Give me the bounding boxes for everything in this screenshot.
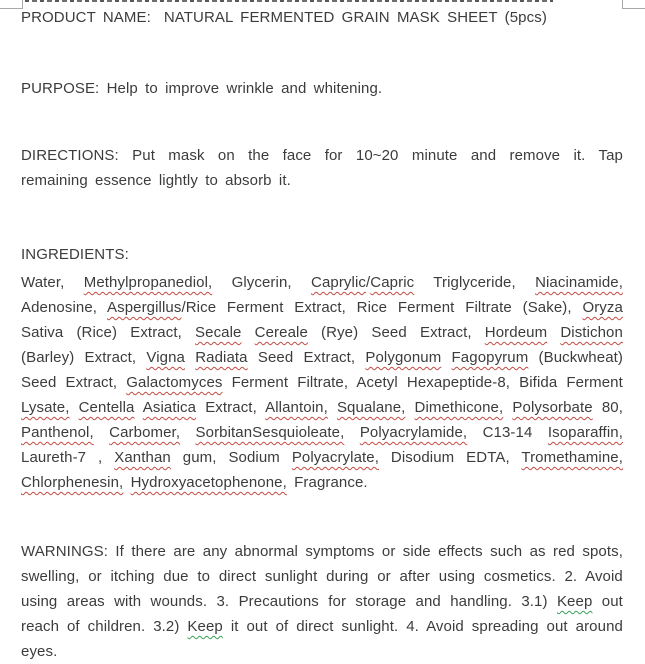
misspelled-word: Niacinamide, [535, 274, 623, 291]
word: red [552, 543, 575, 560]
misspelled-word: Panthenol, [21, 424, 94, 441]
word: EDTA, [466, 449, 510, 466]
word: or [377, 568, 391, 585]
word: (Rye) [321, 324, 359, 341]
word: swelling, [21, 568, 80, 585]
misspelled-word: Galactomyces [126, 374, 223, 391]
directions-paragraph [21, 143, 623, 193]
word: Ferment [566, 374, 623, 391]
misspelled-word: Squalane, [336, 399, 406, 416]
warnings-label: WARNINGS: [21, 543, 109, 560]
word: spreading [471, 618, 539, 635]
word: (Buckwheat) [538, 349, 623, 366]
word: direct [218, 568, 257, 585]
word: gum, [182, 449, 217, 466]
misspelled-word: Allantoin, [265, 399, 328, 416]
word: as [529, 543, 546, 560]
word: Adenosine, [21, 299, 98, 316]
word: Extract, [205, 399, 257, 416]
misspelled-word: Capric [370, 274, 415, 291]
word: 3.2) [153, 618, 180, 635]
word: Avoid [426, 618, 464, 635]
directions-text: Put mask on the face for 10~20 minute and remove it. Tap remaining essence lightly to absorb it. [21, 147, 623, 189]
word: Water, [21, 274, 65, 291]
word: Fragrance. [294, 474, 368, 491]
word: wounds. [150, 593, 208, 610]
word: 3.1) [521, 593, 548, 610]
purpose-label: PURPOSE: [21, 80, 100, 97]
word: Filtrate, [297, 374, 349, 391]
word: (Sake), [522, 299, 572, 316]
word: out [546, 618, 568, 635]
misspelled-word: Carbomer, [109, 424, 181, 441]
grammar-flagged-word: Keep [187, 618, 223, 635]
word: with [114, 593, 142, 610]
misspelled-word: Polyacrylamide, [359, 424, 468, 441]
misspelled-word: Hordeum [484, 324, 548, 341]
misspelled-word: Fagopyrum [451, 349, 529, 366]
word: Extract, [303, 349, 356, 366]
page-corner-mark-right-icon [622, 0, 645, 9]
product-name-value: NATURAL FERMENTED GRAIN MASK SHEET (5pcs) [163, 9, 547, 26]
misspelled-word: Vigna [146, 349, 185, 366]
word: Filtrate [465, 299, 512, 316]
word: Sativa [21, 324, 64, 341]
misspelled-word: SorbitanSesquioleate, [195, 424, 345, 441]
word: reach [21, 618, 60, 635]
word: Extract, [84, 349, 137, 366]
word: for [328, 593, 347, 610]
misspelled-word: Radiata [195, 349, 248, 366]
word: to [197, 568, 211, 585]
word: Ferment [231, 374, 289, 391]
word: out [601, 593, 623, 610]
word: out [246, 618, 268, 635]
word: / [366, 274, 371, 291]
word: (Barley) [21, 349, 75, 366]
word: handling. [450, 593, 512, 610]
word: using [21, 593, 58, 610]
word: or [88, 568, 102, 585]
word: spots, [582, 543, 623, 560]
misspelled-word: Xanthan [114, 449, 171, 466]
misspelled-word: Polyacrylate, [291, 449, 379, 466]
purpose-text: Help to improve wrinkle and whitening. [106, 80, 383, 97]
page-corner-mark-left-icon [0, 0, 23, 9]
word: side [402, 543, 431, 560]
word: Rice [356, 299, 388, 316]
misspelled-word: Oryza [582, 299, 623, 316]
word: Disodium [390, 449, 455, 466]
word: sunlight [264, 568, 318, 585]
word: after [399, 568, 430, 585]
misspelled-word: Asiatica [142, 399, 197, 416]
word: around [575, 618, 623, 635]
word: Precautions [238, 593, 319, 610]
grammar-flagged-word: Keep [556, 593, 593, 610]
word: Hexapeptide-8, [406, 374, 511, 391]
word: Extract, [294, 299, 346, 316]
word: Laureth-7 [21, 449, 87, 466]
word: symptoms [305, 543, 375, 560]
word: there [131, 543, 167, 560]
word: direct [296, 618, 334, 635]
misspelled-word: Lysate, [21, 399, 70, 416]
word: Ferment [397, 299, 455, 316]
word: children. [87, 618, 146, 635]
word: 80, [601, 399, 623, 416]
word: 2. [564, 568, 578, 585]
cropped-text-artifact [25, 0, 553, 2]
product-name-label: PRODUCT NAME: [21, 9, 151, 26]
word: (Rice) [76, 324, 118, 341]
misspelled-word: Hydroxyacetophenone, [130, 474, 287, 491]
word: Sodium [228, 449, 280, 466]
word: Extract, [130, 324, 182, 341]
word: Seed [257, 349, 294, 366]
ingredients-paragraph [21, 270, 623, 495]
misspelled-word: Dimethicone, [414, 399, 504, 416]
word: 3. [216, 593, 230, 610]
misspelled-word: Secale [195, 324, 242, 341]
word: using [438, 568, 476, 585]
word: Extract, [65, 374, 118, 391]
word: Ferment [226, 299, 284, 316]
word: If [115, 543, 124, 560]
word: or [381, 543, 396, 560]
word: and [415, 593, 441, 610]
misspelled-word: Isoparaffin, [547, 424, 623, 441]
word: Bifida [519, 374, 558, 391]
word: effects [438, 543, 483, 560]
word: Acetyl [356, 374, 398, 391]
word: itching [110, 568, 155, 585]
word: storage [355, 593, 407, 610]
directions-label: DIRECTIONS: [21, 147, 119, 164]
misspelled-word: Cereale [254, 324, 308, 341]
word: Glycerin, [231, 274, 292, 291]
misspelled-word: Polysorbate [512, 399, 593, 416]
word: eyes. [21, 643, 58, 660]
word: Seed [21, 374, 57, 391]
misspelled-word: Methylpropanediol, [83, 274, 213, 291]
word: Triglyceride, [433, 274, 516, 291]
word: areas [66, 593, 105, 610]
ingredients-heading: INGREDIENTS: [21, 246, 129, 263]
word: /Rice [181, 299, 217, 316]
word: of [275, 618, 289, 635]
word: , [98, 449, 103, 466]
word: Extract, [419, 324, 472, 341]
misspelled-word: Tromethamine, [521, 449, 623, 466]
warnings-paragraph [21, 539, 623, 664]
word: cosmetics. [483, 568, 556, 585]
word: during [326, 568, 369, 585]
misspelled-word: Aspergillus [107, 299, 182, 316]
word: abnormal [234, 543, 298, 560]
word: Seed [371, 324, 407, 341]
misspelled-word: Caprylic [311, 274, 366, 291]
product-name-line [21, 5, 623, 30]
misspelled-word: Centella [78, 399, 135, 416]
misspelled-word: Chlorphenesin, [21, 474, 124, 491]
warnings-text [21, 543, 623, 660]
word: such [490, 543, 523, 560]
misspelled-word: Polygonum [365, 349, 442, 366]
word: it [230, 618, 239, 635]
word: C13-14 [482, 424, 533, 441]
purpose-line [21, 76, 623, 101]
word: sunlight. [341, 618, 399, 635]
misspelled-word: Distichon [560, 324, 623, 341]
word: of [66, 618, 80, 635]
word: due [163, 568, 189, 585]
word: are [173, 543, 196, 560]
word: 4. [406, 618, 419, 635]
word: Avoid [585, 568, 623, 585]
word: any [202, 543, 228, 560]
